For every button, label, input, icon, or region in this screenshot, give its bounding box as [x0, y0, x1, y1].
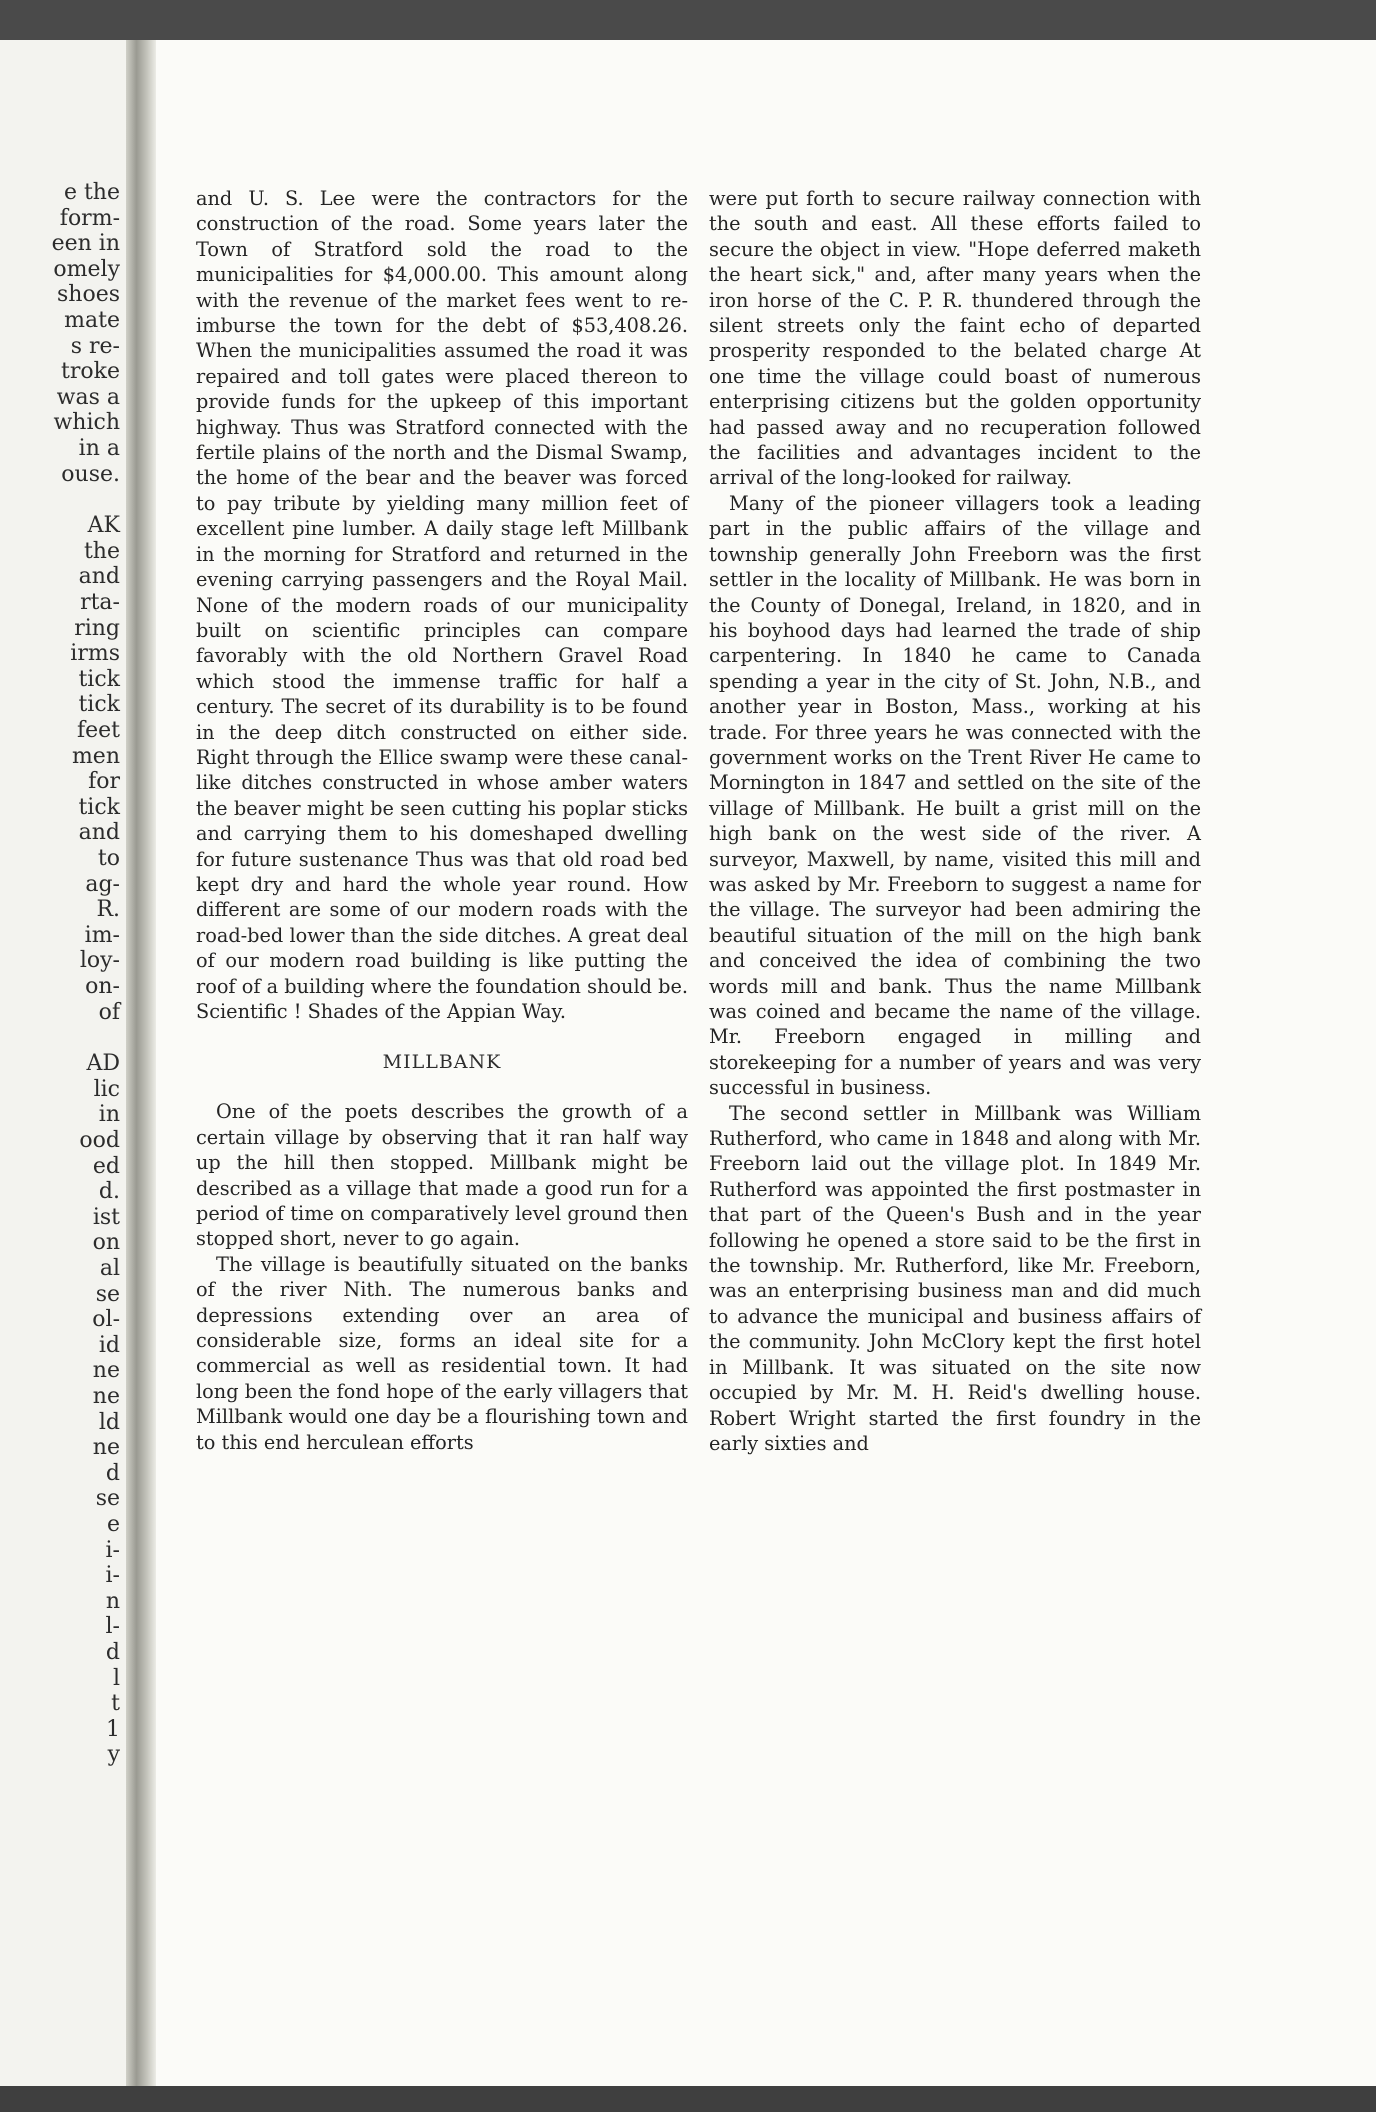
left-page-fragment: al: [99, 1256, 120, 1281]
left-page-fragment: l-: [105, 1614, 120, 1640]
left-page-fragment: id: [98, 1332, 120, 1358]
left-page-fragment: ne: [92, 1358, 120, 1384]
left-page-fragment: irms: [70, 641, 120, 667]
left-page-fragment: ood: [79, 1128, 120, 1153]
left-page-fragment: ed: [92, 1153, 120, 1179]
left-page-fragment: se: [95, 1281, 120, 1307]
left-page-fragment: tick: [78, 666, 120, 692]
left-page-fragment: se: [95, 1486, 120, 1512]
left-page-fragment: e the: [63, 180, 120, 205]
left-page-fragment: ld: [98, 1409, 120, 1435]
section-heading-millbank: MILLBANK: [382, 1051, 502, 1074]
left-page-fragment: shoes: [56, 282, 120, 308]
left-page-fragment: y: [107, 1742, 120, 1768]
left-page-fragment: d: [105, 1460, 120, 1486]
left-page-fragment: loy-: [79, 948, 120, 974]
left-page-fragment: i-: [105, 1563, 120, 1589]
article-column-right: [709, 186, 1201, 1456]
left-page-fragment: in a: [78, 436, 120, 461]
left-page-fragment: AD: [86, 1051, 120, 1077]
left-page-fragment: e: [106, 1512, 120, 1537]
left-page-fragment: of: [98, 999, 120, 1025]
left-page-fragment: im-: [84, 922, 120, 948]
left-page-fragment: feet: [76, 718, 120, 743]
left-page-fragment: the: [83, 538, 120, 564]
left-page-fragment: d: [105, 1640, 120, 1665]
left-page-fragment: ag-: [85, 871, 120, 897]
left-page-fragment: l: [112, 1665, 120, 1691]
left-page-fragment: mate: [64, 308, 120, 333]
paragraph-john-freeborn: Many of the pioneer villagers took a leading part in the public affairs of the village and township generally John Freeborn was the first settler in the locality of Millbank. He was born in the County of Donegal, Ireland, in 1820, and in his boyhood days had learned the trade of ship carpentering. In 1840 he came to Canada spending a year in the city of St. John, N.B., and another year in Boston, Mass., working at his trade. For three years he was connected with the government works on the Trent River He came to Mornington in 1847 and settled on the site of the village of Millbank. He built a grist mill on the high bank on the west side of the river. A surveyor, Maxwell, by name, visited this mill and was asked by Mr. Freeborn to suggest a name for the village. The surveyor had been admiring the beautiful situation of the mill on the high bank and conceived the idea of combining the two words mill and bank. Thus the name Millbank was coined and became the name of the village. Mr. Freeborn engaged in milling and storekeeping for a number of years and was very successful in business.: [709, 491, 1201, 1100]
left-page-fragment: n: [105, 1588, 120, 1614]
left-page-fragment: was a: [56, 384, 120, 410]
left-page-fragment: ne: [92, 1384, 120, 1409]
left-page-fragment: lic: [93, 1076, 120, 1102]
left-page-fragment: to: [97, 846, 120, 871]
left-page-fragment: 1: [106, 1716, 120, 1742]
left-page-fragment: omely: [53, 256, 120, 282]
paragraph-william-rutherford: The second settler in Millbank was William Rutherford, who came in 1848 and along with Mr. Freeborn laid out the village plot. In 1849 Mr. Rutherford was appointed the first postmaster in that part of the Queen's Bush and in the year following he opened a store said to be the first in the township. Mr. Rutherford, like Mr. Freeborn, was an enterprising business man and did much to advance the municipal and business affairs of the community. John McClory kept the first hotel in Millbank. It was situated on the site now occupied by Mr. M. H. Reid's dwelling house. Robert Wright started the first foundry in the early sixties and: [709, 1101, 1201, 1455]
left-page-fragment: een in: [51, 231, 120, 257]
left-page-fragment: t: [111, 1691, 120, 1717]
paragraph-village-situated: The village is beautifully situated on the banks of the river Nith. The numerous banks and depressions extending over an area of considerable size, forms an ideal site for a commercial as well as residential town. It had long been the fond hope of the early villagers that Millbank would one day be a flourishing town and to this end herculean efforts: [196, 1252, 688, 1454]
scanner-top-edge: [0, 0, 1376, 42]
left-page-fragment: in: [98, 1102, 120, 1128]
left-page-fragment: tick: [78, 692, 120, 718]
left-page-fragment: and: [78, 820, 120, 846]
left-page-fragment: ouse.: [61, 461, 120, 487]
left-page-fragment: form-: [59, 205, 120, 231]
left-page-fragment: AK: [87, 513, 120, 539]
left-page-fragment: R.: [96, 897, 120, 923]
left-page-fragment: men: [71, 743, 120, 769]
left-page-fragment: ring: [74, 615, 120, 641]
left-page-fragment: tick: [78, 794, 120, 820]
book-page: [156, 40, 1376, 2086]
paragraph-poets-describe: One of the poets describes the growth of a certain village by observing that it ran half way up the hill then stopped. Millbank might be described as a village that made a good run for a period of time on comparatively level ground then stopped short, never to go again.: [196, 1100, 688, 1251]
left-page-fragment: and: [78, 564, 120, 590]
left-page-fragment: on: [92, 1230, 120, 1256]
left-page-fragment: i-: [105, 1537, 120, 1563]
scanner-bottom-edge: [0, 2086, 1376, 2112]
left-page-fragment: d.: [98, 1179, 120, 1205]
article-column-left: [196, 186, 688, 1455]
left-page-fragment: for: [88, 769, 120, 795]
left-page-fragment: ne: [92, 1435, 120, 1461]
left-page-fragment: troke: [61, 359, 120, 385]
left-page-fragment: which: [53, 410, 120, 436]
left-page-fragment: rta-: [80, 590, 120, 615]
paragraph-railway-efforts: were put forth to secure railway connection with the south and east. All these efforts failed to secure the object in view. "Hope deferred maketh the heart sick," and, after many years when the iron horse of the C. P. R. thundered through the silent streets only the faint echo of departed prosperity responded to the belated charge At one time the village could boast of numerous enterprising citizens but the golden opportunity had passed away and no recuperation followed the facilities and advantages incident to the arrival of the long-looked for railway.: [709, 187, 1201, 490]
left-page-fragment: ol-: [92, 1307, 120, 1333]
left-page-fragment: on-: [85, 974, 120, 999]
left-page-edge: [0, 40, 126, 2086]
left-page-fragment: s re-: [70, 333, 120, 359]
left-page-fragment: ist: [92, 1204, 120, 1230]
book-gutter: [126, 40, 156, 2086]
paragraph-road-history: and U. S. Lee were the contractors for the construction of the road. Some years later the Town of Stratford sold the road to the municipalities for $4,000.00. This amount along with the revenue of the market fees went to re-imburse the town for the debt of $53,408.26. When the municipalities assumed the road it was repaired and toll gates were placed thereon to provide funds for the upkeep of this important highway. Thus was Stratford connected with the fertile plains of the north and the Dismal Swamp, the home of the bear and the beaver was forced to pay tribute by yielding many million feet of excellent pine lumber. A daily stage left Millbank in the morning for Stratford and returned in the evening carrying passengers and the Royal Mail. None of the modern roads of our municipality built on scientific principles can compare favorably with the old Northern Gravel Road which stood the immense traffic for half a century. The secret of its durability is to be found in the deep ditch constructed on either side. Right through the Ellice swamp were these canal-like ditches constructed in whose amber waters the beaver might be seen cutting his poplar sticks and carrying them to his domeshaped dwelling for future sustenance Thus was that old road bed kept dry and hard the whole year round. How different are some of our modern roads with the road-bed lower than the side ditches. A great deal of our modern road building is like putting the roof of a building where the foundation should be. Scientific ! Shades of the Appian Way.: [196, 187, 688, 1023]
